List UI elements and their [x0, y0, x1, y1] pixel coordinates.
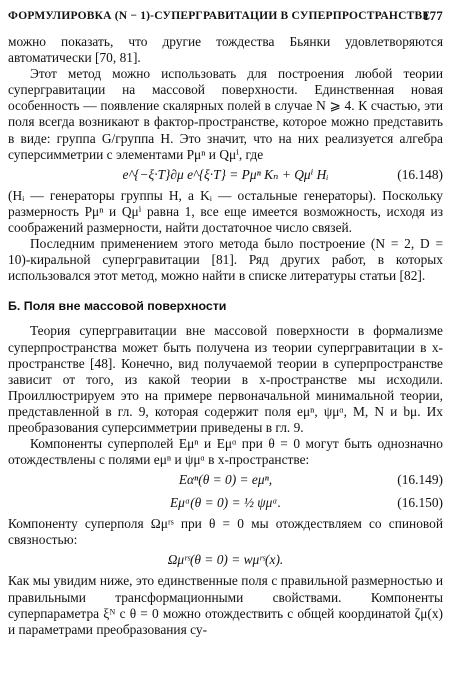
- section-heading: Б. Поля вне массовой поверхности: [8, 299, 227, 314]
- page-body: [8, 34, 443, 638]
- page-number: 177: [422, 8, 443, 23]
- equation-number: (16.148): [397, 166, 443, 182]
- paragraph-7: Компоненту суперполя Ωμʳˢ при θ = 0 мы отождествляем со спиновой связностью:: [8, 516, 443, 548]
- paragraph-8: Как мы увидим ниже, это единственные поля с правильной размерностью и правильными трансформационными свойствами. Компоненты суперпараметра ξᴺ с θ = 0 можно отождествить с общей координатой ζμ(x) и параметрами преобразования су-: [8, 573, 443, 637]
- paragraph-3: (Hᵢ — генераторы группы H, а Kᵢ — остальные генераторы). Поскольку размерность Pμⁿ и Qμⁱ равна 1, все еще имеется возможность, исходя из соображений размерности, найти достаточное число связей.: [8, 187, 443, 235]
- equation-formula: Eμᵅ(θ = 0) = ½ ψμᵅ.: [169, 495, 281, 511]
- equation-spin-connection: [8, 550, 443, 571]
- equation-16-148: [8, 165, 443, 186]
- paragraph-5: Теория супергравитации вне массовой поверхности в формализме суперпространства может быть получена из теории супергравитации в x-пространстве [48]. Конечно, вид получаемой теории в суперпространстве зависит от того, из какой теории в x-пространстве мы исходили. Проиллюстрируем это на примере первоначальной минимальной теории, представленной в гл. 9, которая содержит поля eμⁿ, ψμᵅ, M, N и bμ. Их преобразования суперсимметрии приведены в гл. 9.: [8, 323, 443, 435]
- equation-16-150: [8, 493, 443, 514]
- equation-formula: Eαⁿ(θ = 0) = eμⁿ,: [178, 472, 273, 488]
- running-title: ФОРМУЛИРОВКА (N − 1)-СУПЕРГРАВИТАЦИИ В СУПЕРПРОСТРАНСТВЕ: [8, 10, 431, 22]
- equation-formula: e^{−ξ·T}∂μ e^{ξ·T} = Pμⁿ Kₙ + Qμⁱ Hᵢ: [122, 166, 329, 182]
- running-header: [8, 6, 443, 28]
- paragraph-4: Последним применением этого метода было построение (N = 2, D = 10)-киральной супергравитации [81]. Ряд других работ, в которых использовался этот метод, можно найти в списке литературы статьи [82].: [8, 236, 443, 284]
- equation-16-149: [8, 470, 443, 491]
- equation-number: (16.150): [397, 495, 443, 511]
- paragraph-2: Этот метод можно использовать для построения любой теории супергравитации на массовой поверхности. Единственная новая особенность — появление скалярных полей в случае N ⩾ 4. К счастью, эти поля всегда возникают в фактор-пространстве, которое можно представить в виде: группа G/группа H. Это значит, что на них реализуется алгебра суперсимметрии с элементами Pμⁿ и Qμⁱ, где: [8, 66, 443, 162]
- paragraph-1: можно показать, что другие тождества Бьянки удовлетворяются автоматически [70, 81].: [8, 34, 443, 66]
- equation-formula: Ωμʳˢ(θ = 0) = wμʳˢ(x).: [167, 552, 284, 568]
- paragraph-6: Компоненты суперполей Eμⁿ и Eμᵅ при θ = 0 могут быть однозначно отождествлены с полями eμⁿ и ψμᵅ в x-пространстве:: [8, 436, 443, 468]
- equation-number: (16.149): [397, 472, 443, 488]
